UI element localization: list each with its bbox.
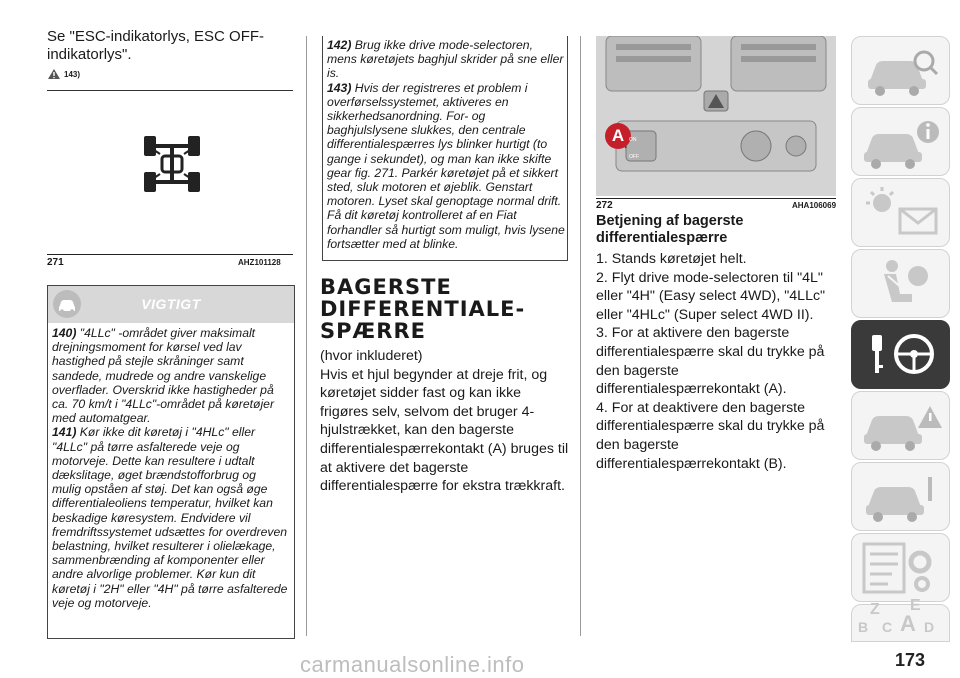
index-letter: Z <box>870 601 880 618</box>
index-letter: A <box>900 611 916 636</box>
index-letter: B <box>858 619 869 635</box>
section-title: BAGERSTE DIFFERENTIALE-SPÆRRE <box>320 275 526 343</box>
watermark: carmanualsonline.info <box>300 652 525 677</box>
warning-item <box>52 425 288 610</box>
dashboard-illustration <box>596 36 836 196</box>
warning-box <box>47 285 295 639</box>
car-info-icon <box>852 108 949 175</box>
column-divider <box>306 36 307 636</box>
step-item: 3. For at aktivere den bagerste differentialespærre skal du trykke på den bagerste differentialespærrekontakt (A). <box>596 325 825 398</box>
intro-text: Se "ESC-indikatorlys, ESC OFF-indikatorlys". <box>47 28 265 63</box>
warning-item-number: 141) <box>52 425 77 440</box>
tab-safety[interactable] <box>851 249 950 318</box>
figure-rule <box>596 198 836 199</box>
car-service-icon <box>852 463 949 530</box>
warning-item-number: 142) <box>327 38 352 52</box>
step-item: 4. For at deaktivere den bagerste differentialespærre skal du trykke på den bagerste differentialespærrekontakt (B). <box>596 399 825 472</box>
warning-header <box>48 286 294 323</box>
warning-item-text: "4LLc" -området giver maksimalt drejningsmoment for kørsel ved lav hastighed på stejle skråninger samt sandede, mudrede og andre vanskelige overflader. Overskrid ikke hastigheder på ca. 70 km/t i "4LLc"-området på køretøjer med automatgear. <box>52 326 275 426</box>
switch-label-off: OFF <box>629 154 639 160</box>
tab-lights-messages[interactable] <box>851 178 950 247</box>
section-paragraph: Hvis et hjul begynder at dreje frit, og køretøjet sidder fast og kan ikke frigøres selv, selvom det bruger 4-hjulstrækket, kan den bagerste differentialespærrekontakt (A) bruges til at aktivere det bagerste differentialespærre for ekstra trækkraft. <box>320 366 569 495</box>
warning-title: VIGTIGT <box>141 296 201 312</box>
operation-steps <box>596 250 836 473</box>
warning-item-text: Brug ikke drive mode-selectoren, mens køretøjets baghjul skrider på sne eller is. <box>327 38 564 81</box>
warning-item <box>327 81 565 251</box>
figure-code: AHZ101128 <box>238 258 281 267</box>
warning-item-text: Kør ikke dit køretøj i "4HLc" eller "4LLc" på tørre asfalterede veje og motorveje. Dette kan resultere i udtalt dækslitage, øget brændstofforbrug og mulig opståen af støj. Det kan også øge differentialeoliens temperatur, hvilket kan beskadige køresystem. Endvidere vil fremdriftssystemet udsættes for overdreven belastning, hvilket resulterer i olielækage, sammenbrænding af komponenter eller andre alvorlige problemer. Kør kun dit køretøj i "2H" eller "4H" på tørre asfalterede veje og motorveje. <box>52 425 288 610</box>
operation-heading: Betjening af bagerste differentialespærre <box>596 213 744 246</box>
tab-technical-data[interactable] <box>851 533 950 602</box>
page-number: 173 <box>895 650 926 670</box>
index-letter: D <box>924 619 935 635</box>
section-subtitle: (hvor inkluderet) <box>320 348 423 364</box>
section-body <box>320 347 572 496</box>
tab-vehicle-overview[interactable] <box>851 36 950 105</box>
callout-a-badge: A <box>605 123 631 149</box>
warning-box-continued <box>322 36 568 261</box>
warning-items-1 <box>52 326 288 610</box>
reference-number: 143) <box>64 69 81 79</box>
step-item: 2. Flyt drive mode-selectoren til "4L" eller "4H" (Easy select 4WD), "4LLc" eller "4HLc" (Super select 4WD II). <box>596 269 826 323</box>
car-warning-icon <box>852 392 949 459</box>
tab-vehicle-info[interactable] <box>851 107 950 176</box>
warning-item-number: 143) <box>327 80 352 95</box>
dashboard-figure <box>596 36 836 196</box>
warning-item-number: 140) <box>52 326 77 340</box>
figure-rule <box>47 254 293 255</box>
column-divider <box>580 36 581 636</box>
steering-key-icon <box>852 321 949 388</box>
figure-number: 271 <box>47 257 64 268</box>
index-letter: C <box>882 619 893 635</box>
warning-item-text: Hvis der registreres et problem i overførselssystemet, aktiveres en sikkerhedsanordning. For- og baghjulslysene slukkes, den centrale differentialespærres lys blinker hurtigt (to gange i sekundet), og man kan ikke skifte gear fig. 271. Parkér køretøjet på et sikkert sted, sluk motoren et øjeblik. Genstart motoren. Lyset skal genoptage normal drift. Få dit køretøj kontrolleret af en Fiat forhandler så hurtigt som muligt, hvis lysene fortsætter med at blinke. <box>327 80 565 251</box>
car-search-icon <box>852 37 949 104</box>
switch-label-on: ON <box>629 137 637 143</box>
reference-note <box>47 68 80 80</box>
warning-item <box>327 38 565 81</box>
warning-item <box>52 326 288 425</box>
divider <box>47 90 293 91</box>
warning-lights-icon <box>852 179 949 246</box>
index-letter: E <box>910 597 921 614</box>
specs-gear-icon <box>852 534 949 601</box>
airbag-seat-icon <box>852 250 949 317</box>
step-item: 1. Stands køretøjet helt. <box>596 251 747 267</box>
4wd-lock-indicator-icon <box>140 132 204 196</box>
tab-index[interactable] <box>851 597 950 642</box>
warning-triangle-icon <box>47 68 61 80</box>
tab-maintenance[interactable] <box>851 462 950 531</box>
tab-starting-driving[interactable] <box>851 320 950 389</box>
figure-number: 272 <box>596 200 613 211</box>
tab-emergency[interactable] <box>851 391 950 460</box>
warning-items-2 <box>327 38 565 251</box>
figure-code: AHA106069 <box>792 201 837 210</box>
